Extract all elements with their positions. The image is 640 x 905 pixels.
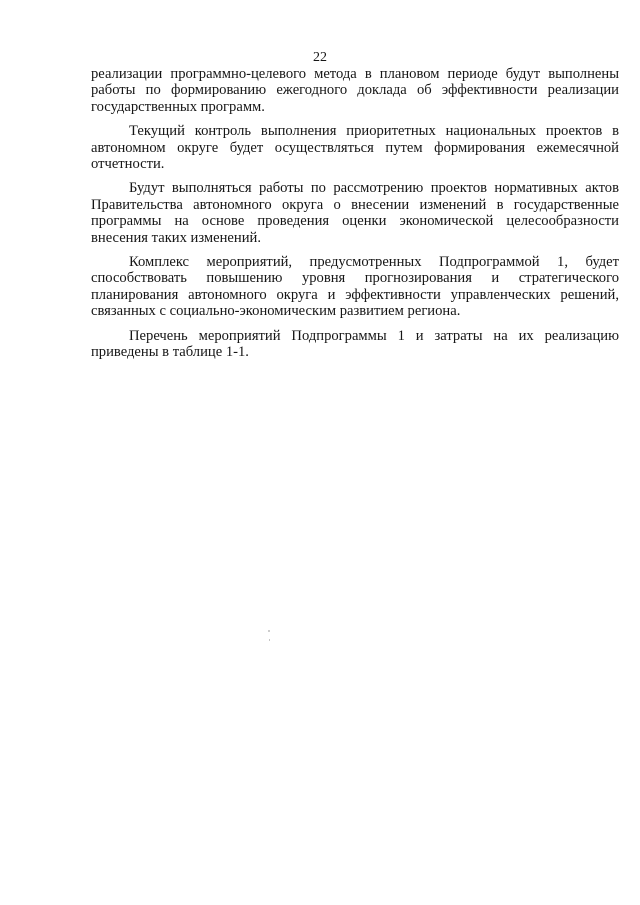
page-number: 22	[313, 50, 327, 65]
paragraph-table-reference: Перечень мероприятий Подпрограммы 1 и затраты на их реализацию приведены в таблице 1-1.	[91, 327, 619, 361]
paragraph-continuation: реализации программно-целевого метода в плановом периоде будут выполнены работы по формированию ежегодного доклада об эффективности реализации государственных программ.	[91, 66, 619, 115]
body-text	[91, 66, 619, 369]
paragraph-measures-complex: Комплекс мероприятий, предусмотренных Подпрограммой 1, будет способствовать повышению уровня прогнозирования и стратегического планирования автономного округа и эффективности управленческих решений, связанных с социально-экономическим развитием региона.	[91, 254, 619, 320]
scan-speck	[268, 630, 270, 632]
paragraph-legal-acts: Будут выполняться работы по рассмотрению проектов нормативных актов Правительства автономного округа о внесении изменений в государственные программы на основе проведения оценки экономической целесообразности внесения таких изменений.	[91, 180, 619, 246]
scan-speck	[269, 639, 270, 641]
paragraph-monitoring: Текущий контроль выполнения приоритетных национальных проектов в автономном округе будет осуществляться путем формирования ежемесячной отчетности.	[91, 123, 619, 173]
